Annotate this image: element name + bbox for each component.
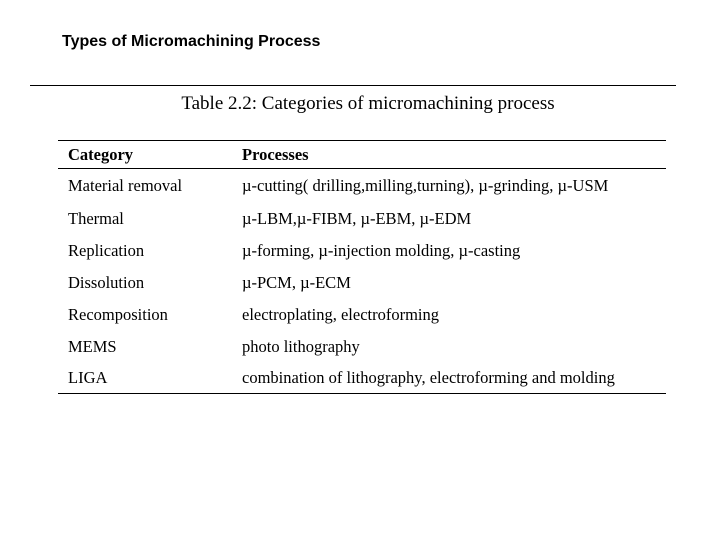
cell-processes: photo lithography bbox=[242, 337, 360, 356]
table-row bbox=[58, 169, 666, 204]
header-row bbox=[58, 141, 666, 169]
table-caption: Table 2.2: Categories of micromachining process bbox=[181, 93, 555, 114]
cell-category: LIGA bbox=[58, 363, 232, 394]
header-category: Category bbox=[58, 141, 232, 169]
header-processes: Processes bbox=[232, 141, 666, 169]
cell-category: Dissolution bbox=[68, 273, 145, 292]
cell-category: Recomposition bbox=[68, 305, 168, 324]
cell-category: MEMS bbox=[68, 337, 117, 356]
slide-title: Types of Micromachining Process bbox=[62, 33, 321, 50]
cell-category: Thermal bbox=[68, 209, 124, 228]
table-row bbox=[58, 235, 666, 267]
cell-category: Replication bbox=[68, 241, 145, 260]
cell-processes: combination of lithography, electroforming and molding bbox=[232, 363, 666, 394]
table-row bbox=[58, 331, 666, 363]
table-row bbox=[58, 203, 666, 235]
table-row bbox=[58, 299, 666, 331]
table-header bbox=[58, 141, 666, 169]
cell-processes: µ-cutting( drilling,milling,turning), µ-grinding, µ-USM bbox=[242, 176, 609, 195]
cell-processes: µ-PCM, µ-ECM bbox=[242, 273, 351, 292]
table-body bbox=[58, 169, 666, 394]
categories-table bbox=[58, 140, 666, 394]
table-container bbox=[58, 140, 666, 394]
cell-processes: µ-forming, µ-injection molding, µ-casting bbox=[242, 241, 521, 260]
cell-processes: µ-LBM,µ-FIBM, µ-EBM, µ-EDM bbox=[242, 209, 472, 228]
table-row bbox=[58, 363, 666, 394]
divider-line bbox=[30, 85, 676, 86]
cell-category: Material removal bbox=[68, 176, 183, 195]
table-row bbox=[58, 267, 666, 299]
cell-processes: electroplating, electroforming bbox=[242, 305, 440, 324]
